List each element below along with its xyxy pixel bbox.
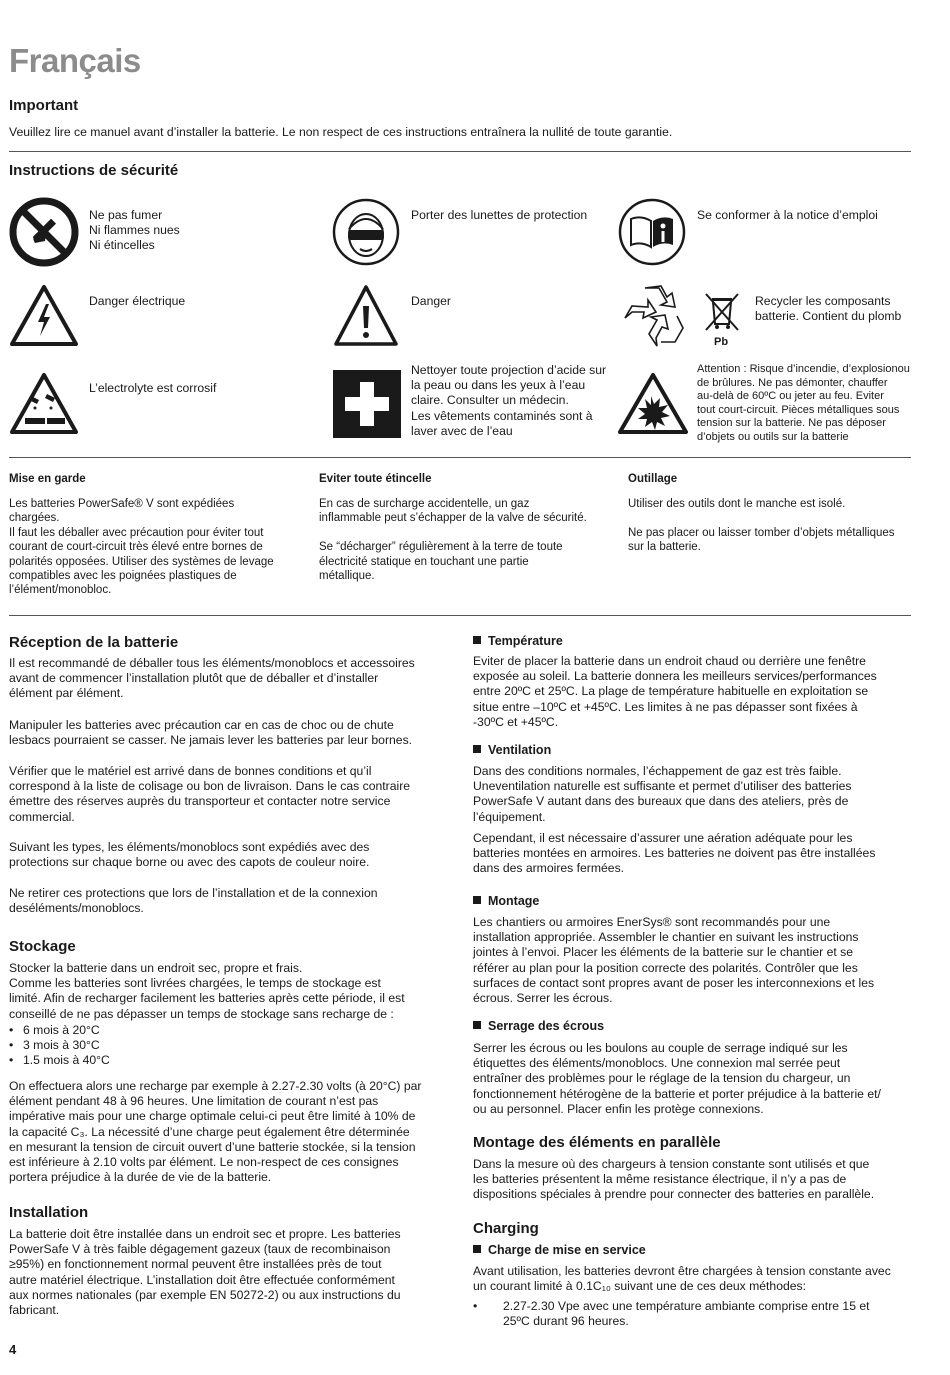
- danger-icon: [333, 284, 399, 348]
- safety-text-explosion: Attention : Risque d’incendie, d’explosionou de brûlures. Ne pas démonter, chauffer au-delà de 60ºC ou jeter au feu. Eviter tout court-circuit. Pièces métalliques sous tension sur la batterie. Ne pas déposer d’objets ou outils sur la batterie: [697, 363, 910, 443]
- list-item: • 1.5 mois à 40°C: [9, 1053, 110, 1068]
- important-text: Veuillez lire ce manuel avant d’installer la batterie. Le non respect de ces instructions entraînera la nullité de toute garantie.: [9, 125, 673, 139]
- serrage-text: Serrer les écrous ou les boulons au couple de serrage indiqué sur les étiquettes des éléments/monoblocs. Une connexion mal serrée peut entraîner des problèmes pour le réglage de la tension du chargeur, un fonctionnement hétérogène de la batterie et porter préjudice à la batterie et/ ou au personnel. Placer enfin les protège connexions.: [473, 1041, 881, 1116]
- safety-text-recycle: Recycler les composants batterie. Contient du plomb: [755, 294, 902, 324]
- explosion-icon: [617, 372, 689, 436]
- reception-paragraph: Vérifier que le matériel est arrivé dans de bonnes conditions et qu’il correspond à la liste de colisage ou bon de livraison. Dans le cas contraire émettre des réserves auprès du transporteur et contacter notre service commercial.: [9, 764, 411, 824]
- temperature-text: Eviter de placer la batterie dans un endroit chaud ou derrière une fenêtre exposée au soleil. La batterie donnera les meilleurs services/performances entre 20ºC et 25ºC. La plage de température habituelle en exploitation se situe entre –10ºC et +45ºC. Les limites à ne pas dépasser sont fixées à -30ºC et +45ºC.: [473, 654, 877, 729]
- column-heading-outillage: Outillage: [628, 473, 678, 485]
- divider: [9, 151, 911, 152]
- reception-paragraph: Suivant les types, les éléments/monoblocs sont expédiés avec des protections sur chaque borne ou avec des capots de couleur noire.: [9, 840, 370, 870]
- safety-text-goggles: Porter des lunettes de protection: [411, 208, 588, 222]
- installation-heading: Installation: [9, 1204, 89, 1221]
- reception-paragraph: Manipuler les batteries avec précaution car en cas de choc ou de chute lesbacs pourraient se casser. Ne jamais lever les batteries par leur bornes.: [9, 718, 413, 748]
- recycle-icon: [617, 280, 692, 354]
- divider: [9, 615, 911, 616]
- bullet-marker: •: [473, 1299, 478, 1313]
- list-item: • 3 mois à 30°C: [9, 1038, 110, 1053]
- temperature-heading: Température: [473, 634, 563, 648]
- divider: [9, 457, 911, 458]
- column-heading-etincelle: Eviter toute étincelle: [319, 473, 432, 485]
- manual-info-icon: [617, 197, 687, 267]
- important-heading: Important: [9, 97, 79, 114]
- reception-paragraph: Ne retirer ces protections que lors de l’installation et de la connexion deséléments/monoblocs.: [9, 886, 378, 916]
- safety-text-electric: Danger électrique: [89, 294, 186, 308]
- ventilation-heading: Ventilation: [473, 743, 551, 757]
- list-item: • 6 mois à 20°C: [9, 1023, 110, 1038]
- reception-paragraph: Il est recommandé de déballer tous les éléments/monoblocs et accessoires avant de commencer l’installation plutôt que de déballer et d’installer élément par élément.: [9, 656, 415, 701]
- reception-heading: Réception de la batterie: [9, 634, 179, 651]
- charging-bullet: 2.27-2.30 Vpe avec une température ambiante comprise entre 15 et 25ºC durant 96 heures.: [503, 1299, 870, 1329]
- goggles-icon: [331, 197, 401, 267]
- safety-text-no-smoking: Ne pas fumer Ni flammes nues Ni étincelles: [89, 208, 180, 253]
- crossed-bin-icon: [700, 290, 746, 338]
- electric-danger-icon: [9, 284, 79, 348]
- column-text-outillage: Utiliser des outils dont le manche est isolé. Ne pas placer ou laisser tomber d’objets métalliques sur la batterie.: [628, 498, 895, 554]
- first-aid-icon: [333, 370, 401, 438]
- stockage-intro: Stocker la batterie dans un endroit sec, propre et frais. Comme les batteries sont livrées chargées, le temps de stockage est limité. Afin de recharger facilement les batteries après cette période, il est conseillé de ne pas dépasser un temps de stockage sans recharge de :: [9, 961, 405, 1021]
- column-text-mise-en-garde: Les batteries PowerSafe® V sont expédiées chargées. Il faut les déballer avec précaution pour éviter tout courant de court-circuit très élevé entre bornes de polarités opposées. Utiliser des systèmes de levage compatibles avec les poignées plastiques de l’élément/monobloc.: [9, 498, 274, 597]
- montage-heading: Montage: [473, 894, 539, 908]
- safety-text-danger: Danger: [411, 294, 451, 308]
- column-text-etincelle: En cas de surcharge accidentelle, un gaz inflammable peut s’échapper de la valve de sécurité. Se “décharger” régulièrement à la terre de toute électricité statique en touchant une partie métallique.: [319, 498, 587, 583]
- page-title: Français: [9, 42, 141, 79]
- stockage-text: On effectuera alors une recharge par exemple à 2.27-2.30 volts (à 20°C) par élément pendant 48 à 96 heures. Une limitation de courant n’est pas impérative mais pour une charge optimale celui-ci peut être limité à 10% de la capacité C₃. La nécessité d’une charge peut également être déterminée en mesurant la tension de circuit ouvert d’une batterie stockée, si la tension est inférieure à 2.10 volts par élément. Le non-respect de ces consignes portera préjudice à la durée de vie de la batterie.: [9, 1079, 422, 1185]
- serrage-heading: Serrage des écrous: [473, 1019, 604, 1033]
- ventilation-text: Cependant, il est nécessaire d’assurer une aération adéquate pour les batteries montées en armoires. Les batteries ne doivent pas être installées dans des armoires fermées.: [473, 831, 876, 876]
- parallele-text: Dans la mesure où des chargeurs à tension constante sont utilisés et que les batteries présentent la même resistance électrique, il n’y a pas de dispositions spéciales à prendre pour connecter des batteries en parallèle.: [473, 1157, 875, 1202]
- safety-text-first-aid: Nettoyer toute projection d’acide sur la peau ou dans les yeux à l’eau claire. Consulter un médecin. Les vêtements contaminés sont à laver avec de l’eau: [411, 363, 607, 438]
- safety-heading: Instructions de sécurité: [9, 162, 179, 179]
- charging-subheading: Charge de mise en service: [473, 1243, 646, 1257]
- charging-text: Avant utilisation, les batteries devront être chargées à tension constante avec un courant limité à 0.1C₁₀ suivant une de ces deux méthodes:: [473, 1264, 891, 1294]
- stockage-heading: Stockage: [9, 938, 76, 955]
- charging-heading: Charging: [473, 1220, 539, 1237]
- safety-text-manual: Se conformer à la notice d’emploi: [697, 208, 878, 222]
- no-smoking-icon: [9, 197, 79, 267]
- column-heading-mise-en-garde: Mise en garde: [9, 473, 86, 485]
- installation-text: La batterie doit être installée dans un endroit sec et propre. Les batteries PowerSafe V à très faible dégagement gazeux (taux de recombinaison ≥95%) en fonctionnement normal peuvent être installées près de tout autre matériel électrique. L’installation doit être effectuée conformément aux normes nationales (par exemple EN 50272-2) ou aux instructions du fabricant.: [9, 1227, 401, 1318]
- page-number: 4: [9, 1342, 17, 1357]
- safety-text-corrosive: L’electrolyte est corrosif: [89, 381, 217, 395]
- pb-label: Pb: [714, 336, 729, 348]
- parallele-heading: Montage des éléments en parallèle: [473, 1134, 721, 1151]
- montage-text: Les chantiers ou armoires EnerSys® sont recommandés pour une installation appropriée. Assembler le chantier en suivant les instructions jointes à l’envoi. Placer les éléments de la batterie sur le chantier et se référer au plan pour la position correcte des polarités. Contrôler que les surfaces de contact sont propres avant de poser les interconnexions et les écrous. Serrer les écrous.: [473, 915, 875, 1006]
- stockage-bullets: [9, 1023, 110, 1069]
- corrosive-icon: [9, 372, 79, 436]
- ventilation-text: Dans des conditions normales, l’échappement de gaz est très faible. Uneventilation naturelle est suffisante et permet d’utiliser des batteries PowerSafe V autant dans des bureaux que dans des ateliers, près de l’équipement.: [473, 764, 852, 824]
